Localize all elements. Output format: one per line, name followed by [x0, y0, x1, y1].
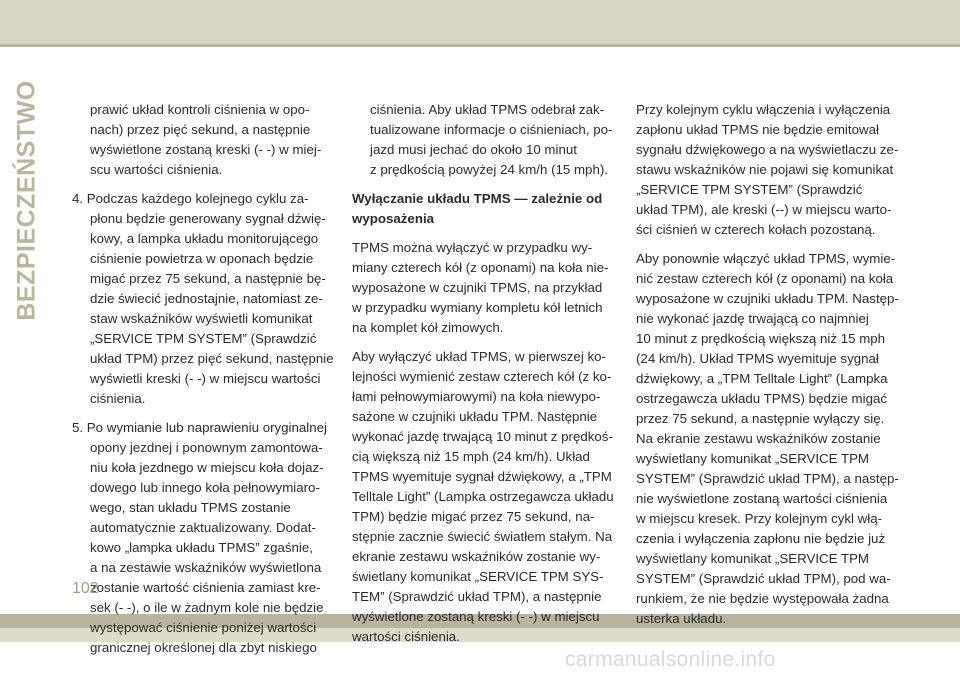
list-item-5	[72, 418, 334, 658]
text-line: na komplet kół zimowych.	[352, 320, 504, 335]
text-line: Przy kolejnym cyklu włączenia i wyłączenia	[636, 102, 891, 117]
text-line: SYSTEM” (Sprawdzić układ TPM), pod wa-	[636, 571, 891, 586]
text-line: wyświetlany komunikat „SERVICE TPM	[636, 451, 870, 466]
text-line: ciśnienia.	[90, 391, 146, 406]
text-line: wykonać jazdę trwającą 10 minut z prędkoś-	[352, 429, 613, 444]
text-line: 10 minut z prędkością większą niż 15 mph	[636, 331, 886, 346]
paragraph-continuation	[72, 100, 334, 180]
text-line: nie wykonać jazdę trwającą co najmniej	[636, 311, 869, 326]
text-line: wyświetli kreski (- -) w miejscu wartości	[90, 371, 321, 386]
text-line: TEM” (Sprawdzić układ TPM), a następnie	[352, 589, 602, 604]
text-line: automatycznie zaktualizowany. Dodat-	[90, 520, 316, 535]
text-line: dzie świecić jednostajnie, natomiast ze-	[90, 291, 323, 306]
text-line: w miejscu kresek. Przy kolejnym cykl włą-	[636, 511, 883, 526]
text-column-3	[636, 100, 902, 629]
text-line: SYSTEM” (Sprawdzić układ TPM), a następ-	[636, 471, 899, 486]
text-line: granicznej określonej dla zbyt niskiego	[90, 640, 317, 655]
text-line: ciśnienia. Aby układ TPMS odebrał zak-	[370, 102, 605, 117]
text-column-2	[352, 100, 616, 647]
text-line: wyposażone w czujniki TPMS, na przykład	[352, 280, 603, 295]
text-line: niu koła jezdnego w miejscu koła dojaz-	[90, 460, 324, 475]
list-item-4	[72, 189, 334, 409]
text-line: stawu wskaźników nie pojawi się komunikat	[636, 162, 894, 177]
text-line: sażone w czujniki układu TPM. Następnie	[352, 409, 598, 424]
text-line: TPM) będzie migać przez 75 sekund, na-	[352, 509, 595, 524]
text-line: wyposażone w czujniki układu TPM. Następ-	[636, 291, 899, 306]
text-line: stępnie zacznie świecić światłem stałym. Na	[352, 529, 613, 544]
text-line: ści ciśnień w czterech kołach pozostaną.	[636, 222, 876, 237]
text-line: tualizowane informacje o ciśnieniach, po-	[370, 122, 613, 137]
text-line: występować ciśnienie poniżej wartości	[90, 620, 317, 635]
header-band	[0, 0, 960, 44]
paragraph	[352, 238, 616, 338]
header-rule	[0, 44, 960, 47]
paragraph	[352, 347, 616, 647]
heading-line: Wyłączanie układu TPMS — zależnie od	[352, 191, 603, 206]
text-line: ekranie zestawu wskaźników zostanie wy-	[352, 549, 601, 564]
paragraph	[636, 100, 902, 240]
section-heading	[352, 189, 616, 229]
text-line: a na zestawie wskaźników wyświetlona	[90, 560, 322, 575]
text-line: miany czterech kół (z oponami) na koła nie-	[352, 260, 609, 275]
text-line: usterka układu.	[636, 611, 727, 626]
text-line: prawić układ kontroli ciśnienia w opo-	[90, 102, 310, 117]
text-line: runkiem, że nie będzie występowała żadna	[636, 591, 889, 606]
text-line: z prędkością powyżej 24 km/h (15 mph).	[370, 162, 608, 177]
text-line: opony jezdnej i ponownym zamontowa-	[90, 440, 323, 455]
text-line: układ TPM), ale kreski (--) w miejscu warto-	[636, 202, 892, 217]
text-line: nić zestaw czterech kół (z oponami) na koła	[636, 271, 894, 286]
page-number: 102	[72, 580, 99, 597]
text-line: wyświetlone zostaną kreski (- -) w miejscu	[352, 609, 600, 624]
text-line: ciśnienie powietrza w oponach będzie	[90, 251, 314, 266]
text-line: Telltale Light” (Lampka ostrzegawcza układu	[352, 489, 614, 504]
text-line: świetlany komunikat „SERVICE TPM SYS-	[352, 569, 604, 584]
paragraph	[636, 249, 902, 629]
watermark: carmanualsonline.info	[565, 648, 776, 671]
text-line: kowy, a lampka układu monitorującego	[90, 231, 319, 246]
text-line: przez 75 sekund, a następnie wyłączy się.	[636, 411, 885, 426]
text-line: w przypadku wymiany kompletu kół letnich	[352, 300, 603, 315]
text-line: sek (- -), o ile w żadnym kole nie będzie	[90, 600, 324, 615]
text-line: lejności wymienić zestaw czterech kół (z ko-	[352, 369, 612, 384]
heading-line: wyposażenia	[352, 211, 435, 226]
text-line: płonu będzie generowany sygnał dźwię-	[90, 211, 326, 226]
text-line: TPMS można wyłączyć w przypadku wy-	[352, 240, 593, 255]
text-line: jazd musi jechać do około 10 minut	[370, 142, 577, 157]
text-line: staw wskaźników wyświetli komunikat	[90, 311, 313, 326]
text-line: czenia i wyłączenia zapłonu nie będzie już	[636, 531, 886, 546]
text-line: dowego lub innego koła pełnowymiaro-	[90, 480, 320, 495]
text-line: wyświetlone zostaną kreski (- -) w miej-	[90, 142, 322, 157]
section-sidebar	[12, 80, 42, 320]
text-line: nach) przez pięć sekund, a następnie	[90, 122, 311, 137]
text-line: Aby ponownie włączyć układ TPMS, wymie-	[636, 251, 896, 266]
text-line: dźwiękowy, a „TPM Telltale Light” (Lampka	[636, 371, 888, 386]
text-line: wyświetlany komunikat „SERVICE TPM	[636, 551, 870, 566]
text-line: scu wartości ciśnienia.	[90, 162, 223, 177]
text-line: 5. Po wymianie lub naprawieniu oryginalnej	[72, 420, 328, 435]
text-line: łami pełnowymiarowymi) na koła niewypo-	[352, 389, 601, 404]
text-line: zapłonu układ TPMS nie będzie emitował	[636, 122, 879, 137]
text-line: cią większą niż 15 mph (24 km/h). Układ	[352, 449, 590, 464]
text-line: „SERVICE TPM SYSTEM” (Sprawdzić	[90, 331, 317, 346]
text-line: ostrzegawcza układu TPMS) będzie migać	[636, 391, 888, 406]
text-line: „SERVICE TPM SYSTEM” (Sprawdzić	[636, 182, 863, 197]
text-line: układ TPM) przez pięć sekund, następnie	[90, 351, 334, 366]
text-line: 4. Podczas każdego kolejnego cyklu za-	[72, 191, 309, 206]
text-line: migać przez 75 sekund, a następnie bę-	[90, 271, 326, 286]
text-line: kowo „lampka układu TPMS” zgaśnie,	[90, 540, 313, 555]
text-line: Aby wyłączyć układ TPMS, w pierwszej ko-	[352, 349, 606, 364]
text-column-1	[72, 100, 334, 658]
text-line: TPMS wyemituje sygnał dźwiękowy, a „TPM	[352, 469, 612, 484]
text-line: Na ekranie zestawu wskaźników zostanie	[636, 431, 881, 446]
section-title: BEZPIECZEŃSTWO	[12, 79, 41, 321]
text-line: nie wyświetlone zostaną wartości ciśnienia	[636, 491, 888, 506]
text-line: (24 km/h). Układ TPMS wyemituje sygnał	[636, 351, 879, 366]
paragraph-continuation	[352, 100, 616, 180]
text-line: wego, stan układu TPMS zostanie	[90, 500, 291, 515]
text-line: sygnału dźwiękowego a na wyświetlaczu ze-	[636, 142, 899, 157]
text-line: wartości ciśnienia.	[352, 629, 460, 644]
text-line: zostanie wartość ciśnienia zamiast kre-	[90, 580, 321, 595]
